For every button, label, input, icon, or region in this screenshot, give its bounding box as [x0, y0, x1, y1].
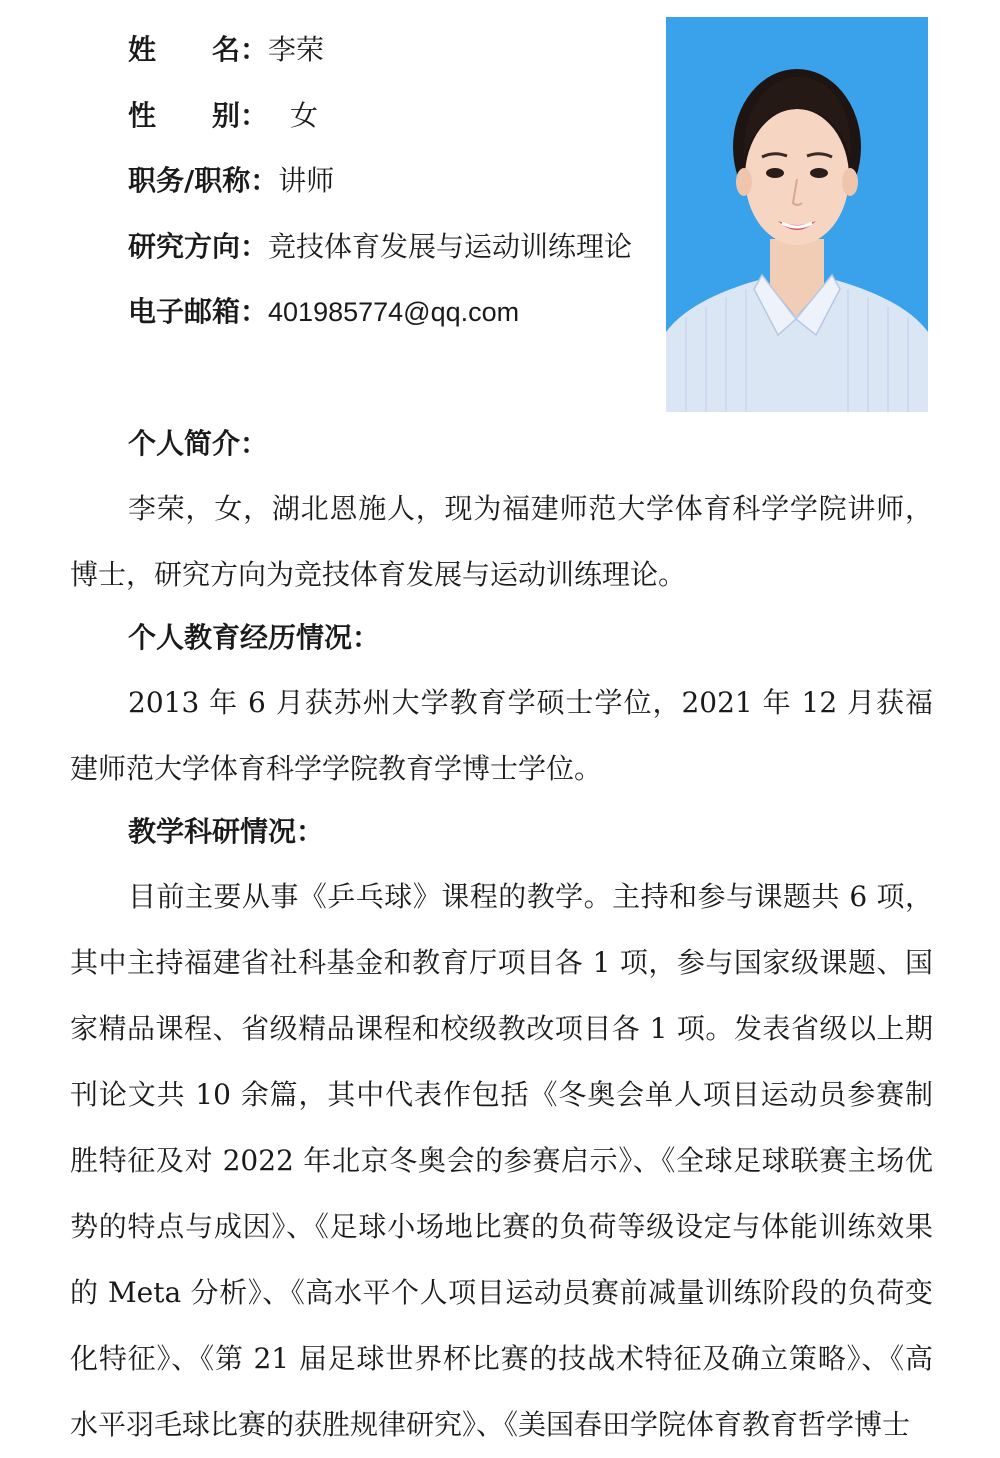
research-heading: 教学科研情况：	[128, 815, 325, 848]
research-paragraph: 目前主要从事《乒乓球》课程的教学。主持和参与课题共 6 项，其中主持福建省社科基金和教育厅项目各 1 项，参与国家级课题、国家精品课程、省级精品课程和校级教改项目各 1 项。发表省级以上期刊论文共 10 余篇，其中代表作包括《冬奥会单人项目运动员参赛制胜特征及对 2022 年北京冬奥会的参赛启示》、《全球足球联赛主场优势的特点与成因》、《足球小场地比赛的负荷等级设定与体能训练效果的 Meta 分析》、《高水平个人项目运动员赛前减量训练阶段的负荷变化特征》、《第 21 届足球世界杯比赛的技战术特征及确立策略》、《高水平羽毛球比赛的获胜规律研究》、《美国春田学院体育教育哲学博士	[70, 880, 933, 1441]
face-shape	[745, 109, 849, 245]
research-direction-label: 研究方向：	[128, 230, 269, 263]
education-heading: 个人教育经历情况：	[128, 621, 381, 654]
name-label: 姓 名：	[128, 33, 269, 66]
gender-value: 女	[290, 99, 319, 132]
intro-heading: 个人简介：	[128, 427, 269, 460]
gender-row	[128, 96, 318, 136]
title-value: 讲师	[278, 164, 335, 197]
ear-right	[842, 168, 858, 196]
name-row	[128, 30, 324, 70]
title-label: 职务/职称：	[128, 164, 279, 197]
intro-paragraph: 李荣，女，湖北恩施人，现为福建师范大学体育科学学院讲师，博士，研究方向为竞技体育发展与运动训练理论。	[70, 492, 933, 591]
research-direction-row	[128, 227, 632, 267]
portrait-illustration	[666, 17, 928, 412]
eye-left	[766, 168, 784, 178]
ear-left	[736, 168, 752, 196]
email-value: 401985774@qq.com	[268, 297, 520, 327]
education-paragraph: 2013 年 6 月获苏州大学教育学硕士学位，2021 年 12 月获福建师范大学体育科学学院教育学博士学位。	[70, 686, 933, 785]
name-value: 李荣	[268, 33, 325, 66]
email-row	[128, 292, 519, 332]
email-label: 电子邮箱：	[128, 295, 269, 328]
gender-label: 性 别：	[128, 99, 269, 132]
portrait-photo	[666, 17, 928, 412]
title-row	[128, 161, 334, 201]
eye-right	[810, 168, 828, 178]
research-direction-value: 竞技体育发展与运动训练理论	[268, 230, 633, 263]
